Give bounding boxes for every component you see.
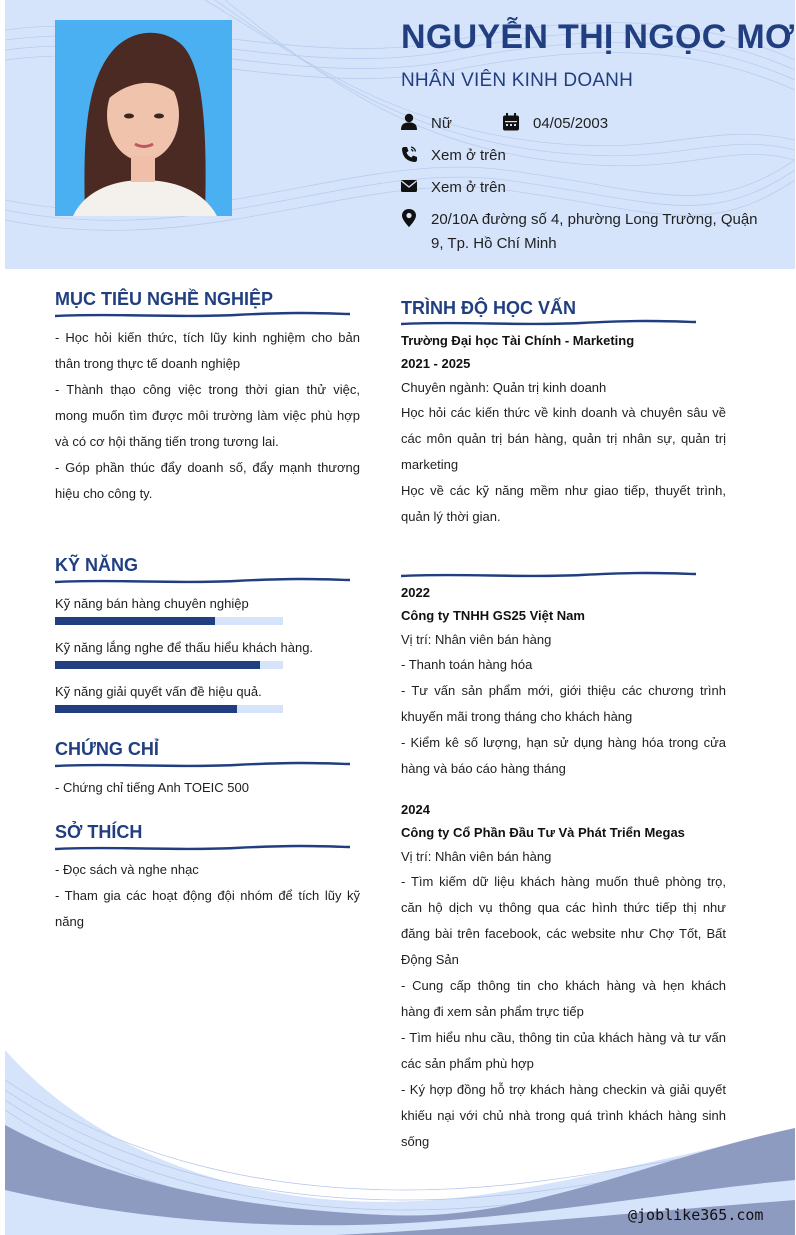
hobbies-underline [55, 843, 350, 853]
avatar [55, 20, 232, 216]
birthdate-value: 04/05/2003 [533, 115, 609, 132]
header-band [5, 0, 795, 269]
birthdate-row [503, 112, 608, 136]
experience-year: 2022 [401, 585, 430, 600]
experience-year: 2024 [401, 802, 430, 817]
skill-label: Kỹ năng giải quyết vấn đề hiệu quả. [55, 684, 262, 699]
education-desc-1: Học hỏi các kiến thức về kinh doanh và chuyên sâu về các môn quản trị bán hàng, quản trị nhân sự, quản trị marketing [401, 405, 726, 472]
experience-task: - Thanh toán hàng hóa [401, 657, 533, 672]
skills-underline [55, 576, 350, 586]
candidate-name: NGUYỄN THỊ NGỌC MƠ [401, 18, 795, 56]
hobby-item: - Đọc sách và nghe nhạc [55, 862, 199, 877]
experience-position: Vị trí: Nhân viên bán hàng [401, 632, 552, 647]
objective-line: - Góp phần thúc đẩy doanh số, đẩy mạnh thương hiệu cho công ty. [55, 460, 360, 501]
experience-task: - Cung cấp thông tin cho khách hàng và hẹn khách hàng đi xem sản phẩm trực tiếp [401, 978, 726, 1019]
envelope-icon [401, 177, 417, 195]
map-pin-icon [401, 209, 417, 227]
skill-bar-fill [55, 661, 260, 669]
study-years: 2021 - 2025 [401, 356, 471, 371]
gender-row [401, 112, 452, 136]
watermark-text: @joblike365.com [628, 1206, 764, 1224]
experience-task: - Kiểm kê số lượng, hạn sử dụng hàng hóa trong cửa hàng và báo cáo hàng tháng [401, 735, 726, 776]
phone-row [401, 144, 506, 168]
experience-task: - Tư vấn sản phẩm mới, giới thiệu các chương trình khuyến mãi trong tháng cho khách hàng [401, 683, 726, 724]
skill-bar-fill [55, 705, 237, 713]
certificate-item: - Chứng chỉ tiếng Anh TOEIC 500 [55, 780, 249, 795]
email-row [401, 176, 506, 200]
experience-tasks [401, 652, 726, 782]
address-row [401, 208, 771, 256]
certificates-heading: CHỨNG CHỈ [55, 739, 159, 759]
skill-label: Kỹ năng lắng nghe để thấu hiểu khách hàng. [55, 640, 314, 655]
objective-text [55, 325, 360, 507]
certificates-underline [55, 760, 350, 770]
school-name: Trường Đại học Tài Chính - Marketing [401, 333, 635, 348]
hobby-item: - Tham gia các hoạt động đội nhóm để tích lũy kỹ năng [55, 888, 360, 929]
skill-label: Kỹ năng bán hàng chuyên nghiệp [55, 596, 249, 611]
skill-bar-fill [55, 617, 215, 625]
experience-tasks [401, 869, 726, 1155]
objective-line: - Thành thạo công việc trong thời gian thử việc, mong muốn tìm được môi trường làm việc phù hợp và có cơ hội thăng tiến trong tương lai. [55, 382, 360, 449]
objective-line: - Học hỏi kiến thức, tích lũy kinh nghiệm cho bản thân trong thực tế doanh nghiệp [55, 330, 360, 371]
objective-underline [55, 310, 350, 320]
experience-company: Công ty Cổ Phần Đầu Tư Và Phát Triển Megas [401, 825, 685, 840]
experience-underline [401, 570, 696, 580]
gender-value: Nữ [431, 115, 452, 132]
experience-task: - Ký hợp đồng hỗ trợ khách hàng checkin và giải quyết khiếu nại với chủ nhà trong quá trình khách hàng sinh sống [401, 1082, 726, 1149]
hobbies-text [55, 857, 360, 935]
certificates-text [55, 775, 360, 801]
skill-bar [55, 661, 283, 669]
skills-heading: KỸ NĂNG [55, 555, 139, 575]
calendar-icon [503, 113, 519, 131]
major: Chuyên ngành: Quản trị kinh doanh [401, 380, 607, 395]
experience-task: - Tìm hiểu nhu cầu, thông tin của khách hàng và tư vấn các sản phẩm phù hợp [401, 1030, 726, 1071]
experience-task: - Tìm kiếm dữ liệu khách hàng muốn thuê phòng trọ, căn hộ dịch vụ thông qua các hình thức tiếp thị như đăng bài trên facebook, các website như Chợ Tốt, Bất Động Sản [401, 874, 726, 967]
phone-value: Xem ở trên [431, 147, 506, 164]
education-heading: TRÌNH ĐỘ HỌC VẤN [401, 298, 576, 318]
experience-position: Vị trí: Nhân viên bán hàng [401, 849, 552, 864]
person-icon [401, 113, 417, 131]
experience-company: Công ty TNHH GS25 Việt Nam [401, 608, 585, 623]
hobbies-heading: SỞ THÍCH [55, 822, 143, 842]
profile-photo [55, 20, 232, 216]
skill-bar [55, 705, 283, 713]
resume-page [5, 0, 795, 1235]
education-underline [401, 318, 696, 328]
education-description [401, 400, 726, 530]
objective-heading: MỤC TIÊU NGHỀ NGHIỆP [55, 289, 274, 309]
job-title: NHÂN VIÊN KINH DOANH [401, 70, 634, 91]
address-value: 20/10A đường số 4, phường Long Trường, Quận 9, Tp. Hồ Chí Minh [431, 211, 758, 252]
phone-icon [401, 145, 417, 163]
skill-bar [55, 617, 283, 625]
email-value: Xem ở trên [431, 179, 506, 196]
education-desc-2: Học về các kỹ năng mềm như giao tiếp, thuyết trình, quản lý thời gian. [401, 483, 726, 524]
